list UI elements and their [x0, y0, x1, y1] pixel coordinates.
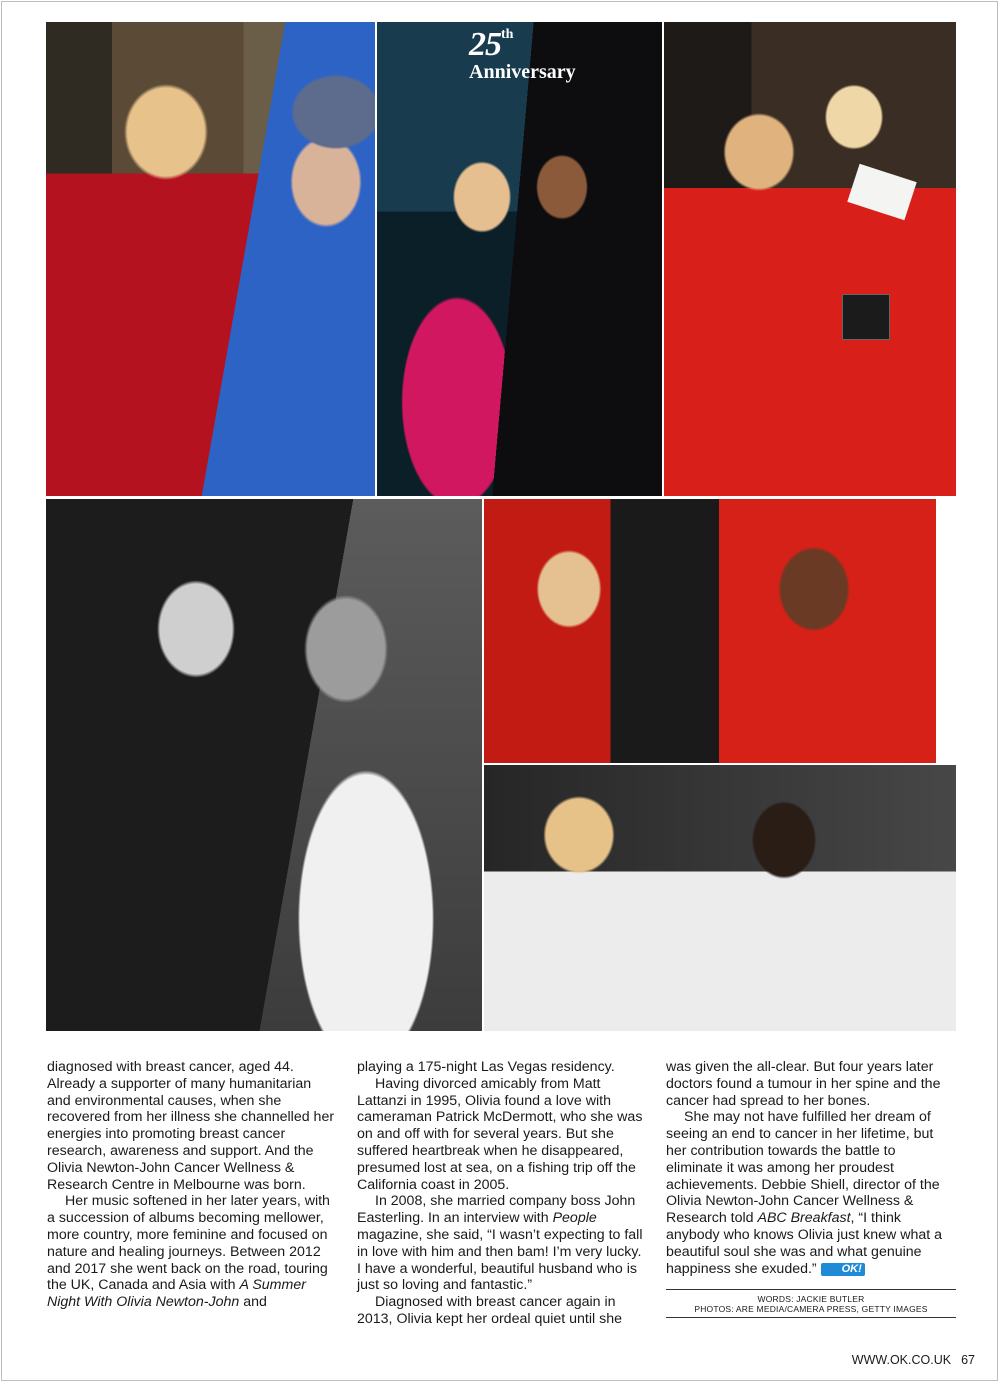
- page-footer: [852, 1353, 975, 1367]
- anniversary-caption: [469, 28, 576, 82]
- paragraph: playing a 175-night Las Vegas residency.: [357, 1059, 615, 1075]
- paragraph-text: She may not have fulfilled her dream of seeing an end to cancer in her lifetime, but her contribution towards the battle to eliminate it was among her proudest achievements. Debbie Shiell, director of the Olivia Newton-John Cancer Wellness & Research told: [666, 1109, 940, 1227]
- anniversary-suffix: th: [501, 27, 514, 42]
- magazine-title: People: [552, 1210, 597, 1227]
- paragraph: [357, 1193, 647, 1294]
- text-column-2: [357, 1059, 647, 1328]
- anniversary-number: 25: [469, 26, 501, 63]
- photo-black-and-white: [46, 499, 482, 1031]
- paragraph-text: , “I think anybody who knows Olivia just knew what a beautiful soul she was and what genuine happiness she exuded.”: [666, 1210, 943, 1277]
- photo-red-jacket-smile: [484, 499, 936, 763]
- credits-box: [666, 1289, 956, 1318]
- paragraph: diagnosed with breast cancer, aged 44. Already a supporter of many humanitarian and environmental causes, when she recovered from her illness she channelled her energies into promoting breast cancer research, awareness and support. And the Olivia Newton-John Cancer Wellness & Research Centre in Melbourne was born.: [47, 1059, 335, 1193]
- text-column-3: [666, 1059, 956, 1277]
- paragraph: Having divorced amicably from Matt Lattanzi in 1995, Olivia found a love with cameraman Patrick McDermott, who she was on and off with for several years. But she suffered heartbreak when he disappeared, presumed lost at sea, on a fishing trip off the California coast in 2005.: [357, 1075, 643, 1193]
- paragraph: was given the all-clear. But four years later doctors found a tumour in her spine and the cancer had spread to her bones.: [666, 1059, 941, 1109]
- website-url: WWW.OK.CO.UK: [851, 1353, 952, 1367]
- photo-hug-red-outfit: [664, 22, 956, 496]
- paragraph: [47, 1193, 337, 1311]
- paragraph: Diagnosed with breast cancer again in 2013, Olivia kept her ordeal quiet until she: [357, 1294, 622, 1327]
- paper-card: [847, 164, 916, 221]
- photo-red-jacket-blue-suit: [46, 22, 375, 496]
- paragraph-text: magazine, she said, “I wasn’t expecting to fall in love with him and then bam! I’m very lucky. I have a wonderful, beautiful husband who is just so loving and fantastic.”: [357, 1226, 643, 1294]
- photos-credit: PHOTOS: ARE MEDIA/CAMERA PRESS, GETTY IMAGES: [694, 1304, 928, 1314]
- award-box: [842, 294, 890, 340]
- ok-logo: OK!: [821, 1263, 865, 1276]
- paragraph: [666, 1109, 956, 1277]
- paragraph-tail: and: [239, 1294, 267, 1311]
- show-title: ABC Breakfast: [757, 1210, 851, 1227]
- tour-title: A Summer Night With Olivia Newton-John: [47, 1277, 306, 1311]
- paragraph-text: Her music softened in her later years, with a succession of albums becoming mellower, more country, more feminine and focused on nature and healing journeys. Between 2012 and 2017 she went back on the road, touring the UK, Canada and Asia with: [47, 1193, 330, 1294]
- page-number: 67: [961, 1353, 975, 1367]
- anniversary-word: Anniversary: [469, 61, 576, 83]
- paragraph-text: In 2008, she married company boss John Easterling. In an interview with: [357, 1193, 636, 1227]
- text-column-1: [47, 1059, 337, 1311]
- photo-white-outfits: [484, 765, 956, 1031]
- words-credit: WORDS: JACKIE BUTLER: [757, 1294, 865, 1304]
- photo-25th-anniversary: [377, 22, 662, 496]
